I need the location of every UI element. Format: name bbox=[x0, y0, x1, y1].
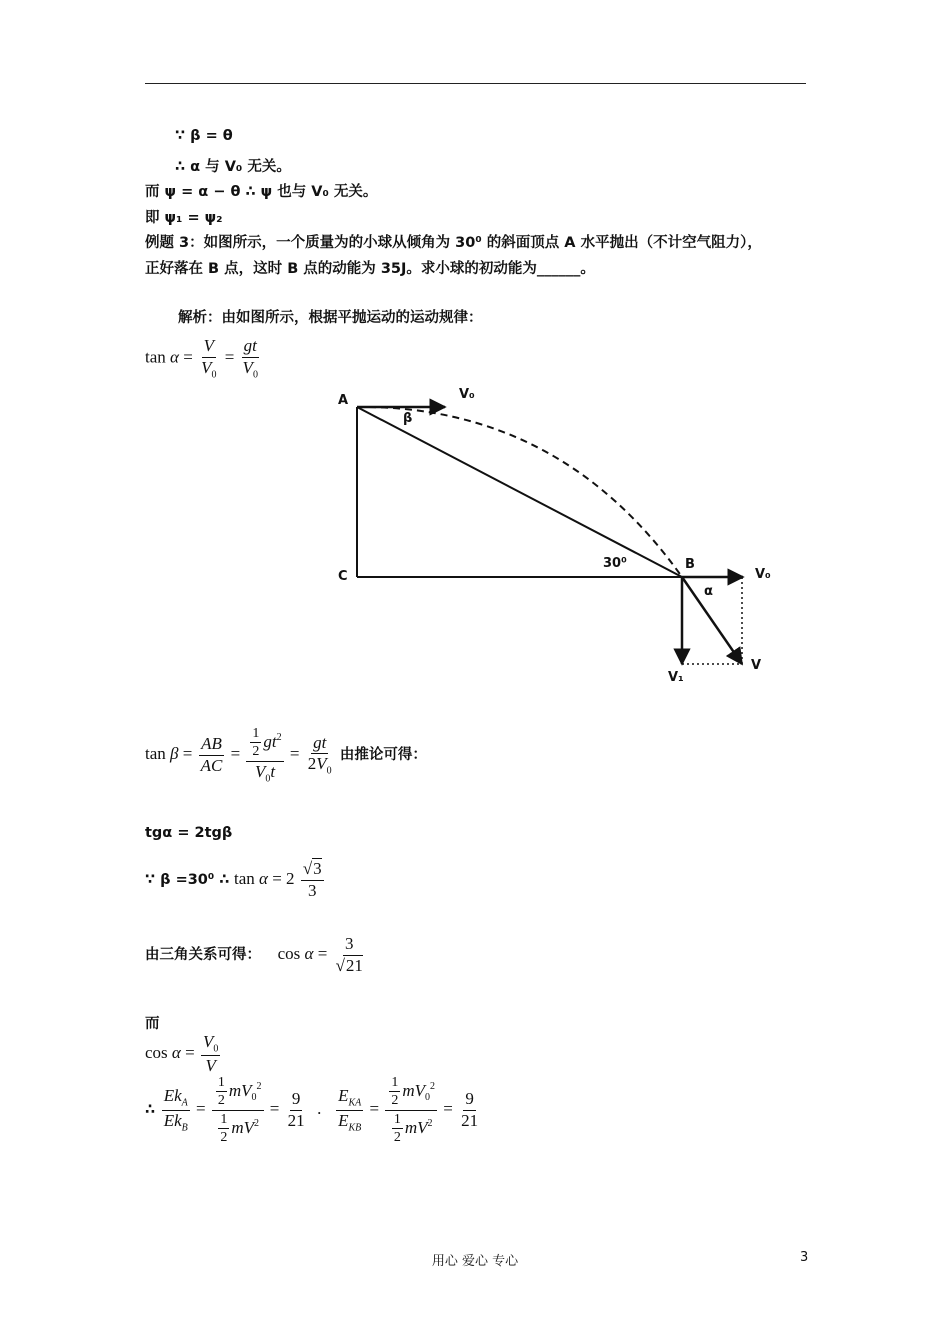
by-corollary-text: 由推论可得： bbox=[339, 746, 427, 763]
label-30deg: 30⁰ bbox=[603, 556, 627, 571]
equation-energy-ratio: ∴ $\frac{Ek_A}{Ek_B}$ = $\frac{1}{2}$ $mV_0^2$ $\frac{1}{2}$ $mV^2$ = $\frac{9}{21}$ . $\frac{E_{KA}}{E_{KB}}$ = $\frac{1}{2}$ $mV_0^2$ $\frac{1}{2}$ $mV^2$ = $\frac{9}{21}$ bbox=[145, 1075, 479, 1146]
tg-relation: tgα = 2tgβ bbox=[145, 825, 233, 841]
proof-line-4: 即 ψ₁ = ψ₂ bbox=[145, 210, 223, 226]
label-A: A bbox=[338, 393, 349, 408]
page-number: 3 bbox=[800, 1250, 809, 1265]
example-line-1: 例题 3：如图所示，一个质量为的小球从倾角为 30⁰ 的斜面顶点 A 水平抛出（不计空气阻力）， bbox=[145, 235, 762, 251]
therefore-text: ∴ bbox=[145, 1102, 156, 1119]
label-v0-top: V₀ bbox=[459, 387, 475, 402]
page-footer: 用心 爱心 专心 bbox=[431, 1254, 519, 1269]
projectile-diagram bbox=[330, 380, 790, 690]
proof-line-2: ∴ α 与 V₀ 无关。 bbox=[175, 159, 291, 175]
solution-intro: 解析：由如图所示，根据平抛运动的运动规律： bbox=[178, 310, 483, 326]
proof-line-1: ∵ β = θ bbox=[175, 128, 233, 144]
label-alpha: α bbox=[704, 584, 713, 599]
slope-AB bbox=[357, 407, 682, 577]
header-rule bbox=[145, 83, 806, 84]
label-v0-right: V₀ bbox=[755, 567, 771, 582]
equation-cos-ratio: 而 cos α = $\frac{V_0}{V}$ bbox=[145, 1016, 219, 1076]
proof-line-3: 而 ψ = α − θ ∴ ψ 也与 V₀ 无关。 bbox=[145, 184, 378, 200]
beta-given-text: ∵ β =30⁰ ∴ bbox=[145, 872, 230, 889]
label-C: C bbox=[338, 569, 348, 584]
by-trig-text: 由三角关系可得： bbox=[145, 947, 261, 964]
example-line-2: 正好落在 B 点，这时 B 点的动能为 35J。求小球的初动能为______。 bbox=[145, 261, 595, 277]
equation-cos-alpha: 由三角关系可得： cos α = $\frac{3}{√21}$ bbox=[145, 934, 363, 975]
equation-tan-alpha-value: ∵ β =30⁰ ∴ tan α = 2 $\frac{√3}{3}$ bbox=[145, 859, 322, 900]
label-beta: β bbox=[403, 411, 413, 426]
label-B: B bbox=[685, 557, 695, 572]
equation-tan-alpha: tan α = $\frac{V}{V_0}$ = $\frac{gt}{V_0}$ bbox=[145, 336, 258, 381]
label-v1: V₁ bbox=[668, 670, 684, 685]
label-v: V bbox=[751, 658, 762, 673]
equation-tan-beta: tan β = $\frac{AB}{AC}$ = $\frac{1}{2}$ $gt^2$ $V_0t$ = $\frac{gt}{2V_0}$ 由推论可得： bbox=[145, 726, 427, 785]
and-text: 而 bbox=[145, 1016, 160, 1032]
